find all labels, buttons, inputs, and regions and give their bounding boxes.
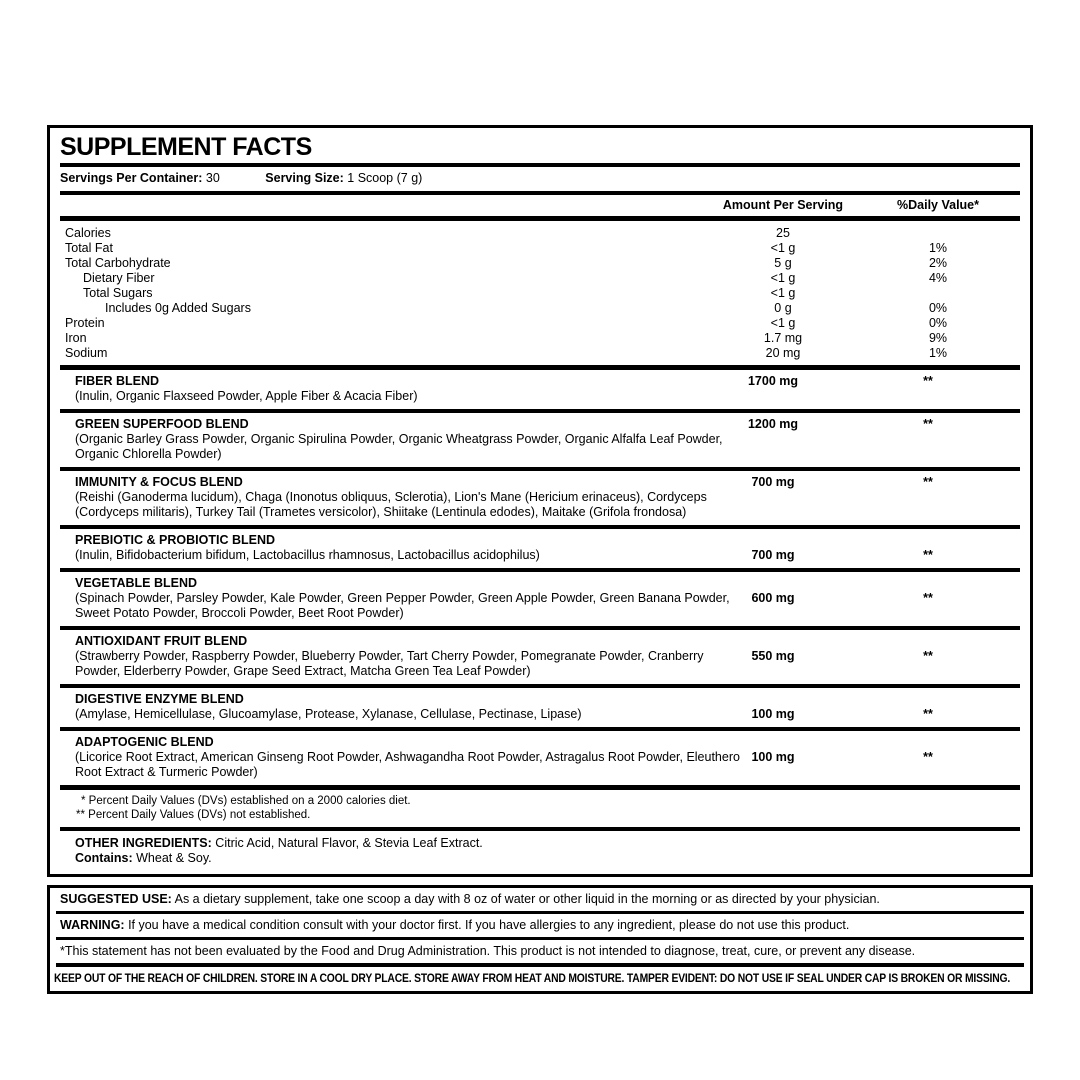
blend-dv: **: [923, 417, 933, 431]
nutrient-row-dietary-fiber: [65, 271, 1008, 286]
blend-ingredients: (Inulin, Organic Flaxseed Powder, Apple Fiber & Acacia Fiber): [75, 389, 418, 403]
other-ingredients-value: Citric Acid, Natural Flavor, & Stevia Leaf Extract.: [215, 836, 483, 850]
nutrient-dv: 4%: [928, 271, 948, 285]
blend-name: ANTIOXIDANT FRUIT BLEND: [75, 634, 248, 648]
warning-row: [50, 914, 1030, 937]
nutrient-dv: [868, 226, 1008, 241]
amount-per-serving-header: Amount Per Serving: [722, 198, 844, 212]
blend-name: IMMUNITY & FOCUS BLEND: [75, 475, 243, 489]
blend-dv: **: [923, 707, 933, 721]
nutrient-amount: <1 g: [770, 286, 796, 300]
warning-label: WARNING:: [60, 918, 125, 932]
daily-value-footnote: * Percent Daily Values (DVs) established on a 2000 calories diet.: [81, 795, 411, 807]
nutrient-amount: <1 g: [770, 316, 796, 330]
serving-size-label: Serving Size:: [265, 171, 344, 185]
blend-dv: **: [923, 374, 933, 388]
nutrient-name: Total Carbohydrate: [65, 256, 171, 270]
blend-ingredients: (Organic Barley Grass Powder, Organic Spirulina Powder, Organic Wheatgrass Powder, Organic Alfalfa Leaf Powder, Organic Chlorella Powder): [75, 432, 723, 461]
blend-row-vegetable: [60, 572, 1020, 626]
blend-name: GREEN SUPERFOOD BLEND: [75, 417, 249, 431]
nutrient-name: Calories: [65, 226, 111, 240]
nutrient-dv: 1%: [928, 241, 948, 255]
nutrient-amount: <1 g: [770, 241, 796, 255]
column-header-row: [50, 195, 1030, 216]
nutrient-row-iron: [65, 331, 1008, 346]
nutrient-row-calories: [65, 226, 1008, 241]
blend-amount: 1700 mg: [747, 374, 799, 388]
footnotes-block: [60, 790, 1020, 827]
nutrient-name: Protein: [65, 316, 105, 330]
contains-line: [75, 851, 1020, 866]
blend-ingredients: (Reishi (Ganoderma lucidum), Chaga (Inonotus obliquus, Sclerotia), Lion's Mane (Hericium erinaceus), Cordyceps (Cordyceps militaris), Turkey Tail (Trametes versicolor), Shiitake (Lentinula edodes), Maitake (Grifola frondosa): [75, 490, 707, 519]
blend-name: DIGESTIVE ENZYME BLEND: [75, 692, 244, 706]
label-wrapper: [47, 125, 1033, 994]
blend-ingredients: (Spinach Powder, Parsley Powder, Kale Powder, Green Pepper Powder, Green Apple Powder, Green Banana Powder, Sweet Potato Powder, Broccoli Powder, Beet Root Powder): [75, 591, 730, 620]
warning-text: If you have a medical condition consult with your doctor first. If you have allergies to any ingredient, please do not use this product.: [128, 918, 850, 932]
blend-dv: **: [923, 649, 933, 663]
servings-per-container-label: Servings Per Container:: [60, 171, 203, 185]
nutrient-amount: 1.7 mg: [763, 331, 803, 345]
not-established-footnote: ** Percent Daily Values (DVs) not established.: [76, 808, 311, 821]
blend-amount: 700 mg: [751, 548, 795, 562]
blend-amount: 100 mg: [751, 750, 795, 764]
nutrient-dv: [868, 286, 1008, 301]
serving-size-value: 1 Scoop (7 g): [347, 171, 423, 185]
nutrient-dv: 0%: [928, 301, 948, 315]
nutrient-row-total-carbohydrate: [65, 256, 1008, 271]
blend-row-immunity-focus: [60, 471, 1020, 525]
blend-ingredients: (Licorice Root Extract, American Ginseng Root Powder, Ashwagandha Root Powder, Astragalus Root Powder, Eleuthero Root Extract & Turmeric Powder): [75, 750, 740, 779]
blend-row-adaptogenic: [60, 731, 1020, 785]
nutrient-dv: 9%: [928, 331, 948, 345]
blend-dv: **: [923, 591, 933, 605]
panel-title: SUPPLEMENT FACTS: [60, 133, 312, 161]
nutrient-amount: 25: [776, 226, 790, 240]
suggested-use-text: As a dietary supplement, take one scoop a day with 8 oz of water or other liquid in the morning or as directed by your physician.: [174, 892, 880, 906]
nutrient-row-added-sugars: [65, 301, 1008, 316]
blend-row-antioxidant-fruit: [60, 630, 1020, 684]
other-ingredients-label: OTHER INGREDIENTS:: [75, 836, 212, 850]
other-ingredients-line: [75, 836, 1020, 851]
nutrient-row-total-sugars: [65, 286, 1008, 301]
daily-value-header: %Daily Value*: [897, 198, 979, 212]
nutrient-row-sodium: [65, 346, 1008, 361]
blend-amount: 600 mg: [751, 591, 795, 605]
nutrient-dv: 0%: [928, 316, 948, 330]
storage-notice-row: [50, 967, 1030, 991]
nutrient-name: Iron: [65, 331, 87, 345]
nutrient-row-total-fat: [65, 241, 1008, 256]
blend-row-green-superfood: [60, 413, 1020, 467]
contains-label: Contains:: [75, 851, 133, 865]
blend-dv: **: [923, 548, 933, 562]
blend-name: ADAPTOGENIC BLEND: [75, 735, 214, 749]
nutrient-amount: <1 g: [770, 271, 796, 285]
nutrient-name: Dietary Fiber: [83, 271, 155, 285]
nutrient-amount: 20 mg: [765, 346, 801, 360]
blend-row-digestive-enzyme: [60, 688, 1020, 727]
blend-ingredients: (Amylase, Hemicellulase, Glucoamylase, Protease, Xylanase, Cellulase, Pectinase, Lipase): [75, 707, 582, 721]
blend-ingredients: (Inulin, Bifidobacterium bifidum, Lactobacillus rhamnosus, Lactobacillus acidophilus): [75, 548, 540, 562]
nutrient-dv: 1%: [928, 346, 948, 360]
storage-notice-text: KEEP OUT OF THE REACH OF CHILDREN. STORE IN A COOL DRY PLACE. STORE AWAY FROM HEAT AND MOISTURE. TAMPER EVIDENT: DO NOT USE IF SEAL UNDER CAP IS BROKEN OR MISSING.: [54, 973, 1011, 985]
nutrient-name: Total Sugars: [83, 286, 153, 300]
fda-disclaimer-text: *This statement has not been evaluated by the Food and Drug Administration. This product is not intended to diagnose, treat, cure, or prevent any disease.: [60, 944, 916, 958]
nutrient-name: Sodium: [65, 346, 108, 360]
blend-name: PREBIOTIC & PROBIOTIC BLEND: [75, 533, 276, 547]
serving-info-row: [60, 167, 1020, 191]
blend-amount: 700 mg: [751, 475, 795, 489]
advisory-panel: [47, 885, 1033, 994]
blend-name: FIBER BLEND: [75, 374, 160, 388]
servings-per-container-value: 30: [205, 171, 220, 185]
title-block: [60, 128, 1020, 163]
fda-disclaimer-row: [50, 940, 1030, 963]
blend-dv: **: [923, 475, 933, 489]
blend-dv: **: [923, 750, 933, 764]
contains-value: Wheat & Soy.: [136, 851, 212, 865]
nutrient-dv: 2%: [928, 256, 948, 270]
suggested-use-row: [50, 888, 1030, 911]
nutrient-table: [50, 221, 1030, 365]
supplement-facts-panel: [47, 125, 1033, 877]
blend-row-prebiotic-probiotic: [60, 529, 1020, 568]
nutrient-row-protein: [65, 316, 1008, 331]
blend-amount: 550 mg: [751, 649, 795, 663]
blend-amount: 100 mg: [751, 707, 795, 721]
blend-name: VEGETABLE BLEND: [75, 576, 197, 590]
nutrient-name: Includes 0g Added Sugars: [105, 301, 251, 315]
nutrient-amount: 0 g: [774, 301, 792, 315]
blend-ingredients: (Strawberry Powder, Raspberry Powder, Blueberry Powder, Tart Cherry Powder, Pomegranate Powder, Cranberry Powder, Elderberry Powder, Grape Seed Extract, Matcha Green Tea Leaf Powder): [75, 649, 704, 678]
suggested-use-label: SUGGESTED USE:: [60, 892, 172, 906]
nutrient-name: Total Fat: [65, 241, 113, 255]
other-ingredients-block: [60, 831, 1020, 874]
blend-row-fiber: [60, 370, 1020, 409]
blend-amount: 1200 mg: [747, 417, 799, 431]
nutrient-amount: 5 g: [774, 256, 792, 270]
